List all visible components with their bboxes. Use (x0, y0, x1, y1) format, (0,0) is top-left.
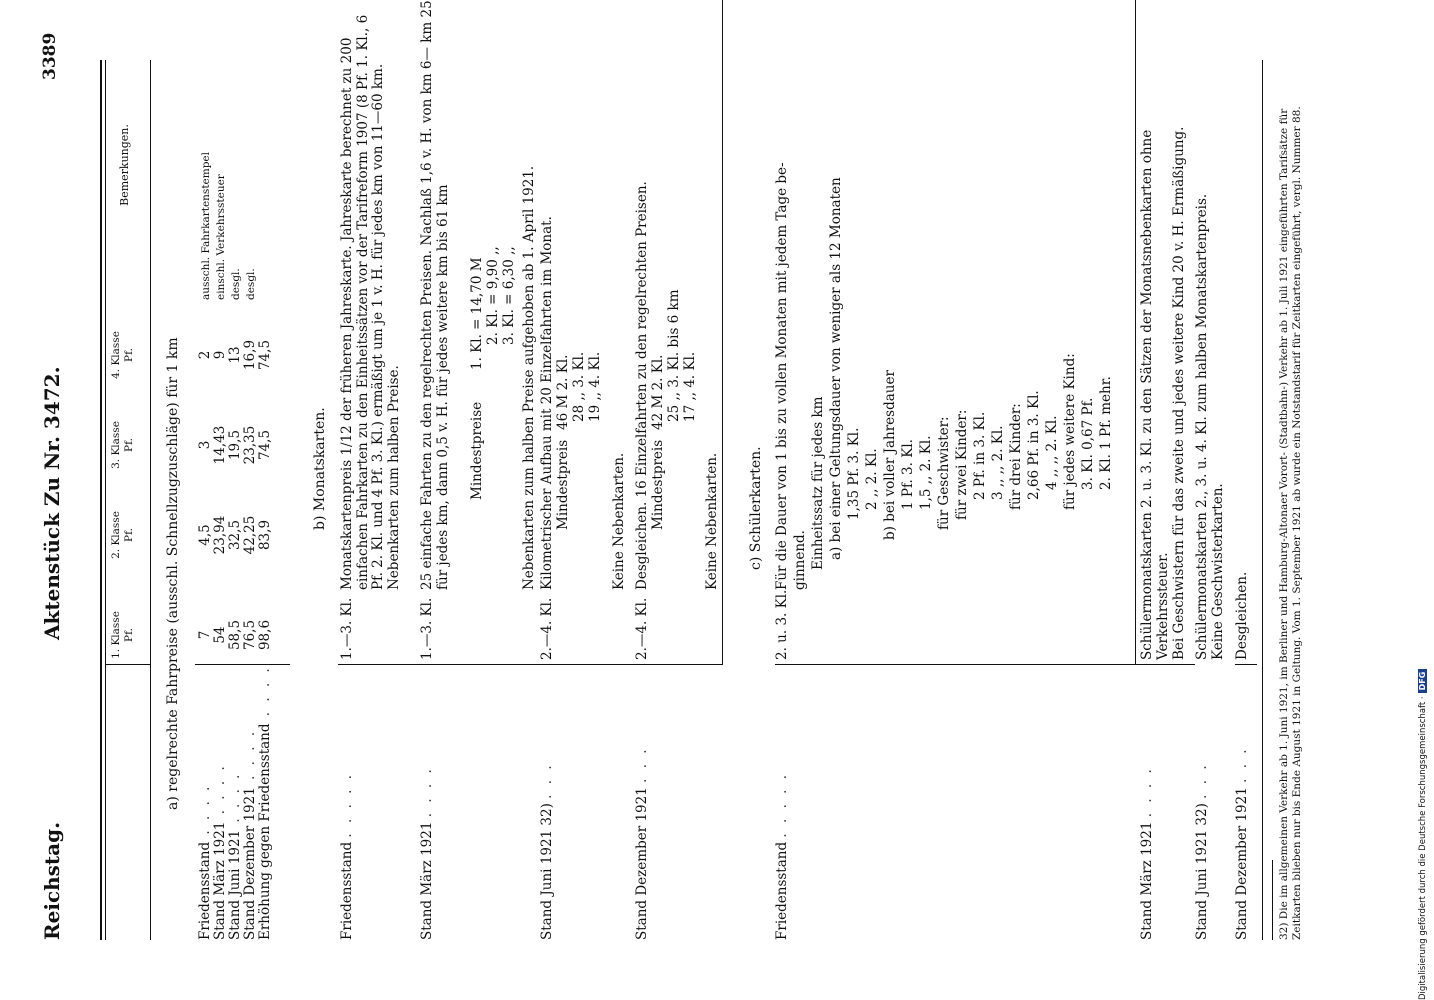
b-row4-extra: Keine Nebenkarten. (704, 452, 720, 590)
section-b-heading: b) Monatskarten. (312, 407, 328, 530)
b-row4-text: Desgleichen. 16 Einzelfahrten zu den regelrechten Preisen. (634, 181, 650, 590)
b-row4-label: Stand Dezember 1921 . . . (634, 746, 650, 940)
section-b-divider (338, 664, 723, 665)
c-row1-line: ginnend. (792, 530, 808, 590)
section-a-cell-k4: 16,9 (242, 339, 258, 371)
c-row1-line: 3 ,, ,, 2. Kl. (990, 425, 1006, 500)
c-row1-line: Für die Dauer von 1 bis zu vollen Monaten mit jedem Tage be- (774, 162, 790, 590)
section-a-row-label: Stand März 1921 . . . . (212, 763, 228, 940)
b-row2-min-label: Mindestpreise (469, 401, 485, 500)
c-row1-line: 1,35 Pf. 3. Kl. (846, 427, 862, 520)
section-a-cell-k2: 4,5 (197, 524, 213, 546)
section-a-cell-k1: 58,5 (227, 619, 243, 651)
c-row1-line: 4 ,, ,, 2. Kl. (1044, 415, 1060, 490)
b-row4-class: 2.—4. Kl. (634, 597, 650, 660)
bottom-rule (1262, 60, 1263, 940)
section-a-cell-k4: 13 (227, 346, 243, 364)
section-c-heading: c) Schülerkarten. (748, 446, 764, 570)
b-row4-min-3: 17 ,, 4. Kl. (682, 351, 698, 422)
section-a-cell-k3: 3 (197, 440, 213, 450)
section-a-cell-k4: 9 (212, 350, 228, 360)
section-a-remark: ausschl. Fahrkartenstempel (200, 152, 212, 300)
section-a-row-label: Erhöhung gegen Friedensstand . . . . (257, 665, 273, 940)
c-row1-line: 2 Pf. in 3. Kl. (972, 411, 988, 500)
col-header-k4: 4. Klasse Pf. (110, 331, 135, 379)
section-a-cell-k3: 74,5 (257, 429, 273, 461)
section-a-row-label: Stand Dezember 1921 . . . . (242, 728, 258, 940)
page-number: 3389 (40, 32, 60, 80)
section-c-divider-2 (1235, 664, 1257, 665)
col-header-k1: 1. Klasse Pf. (110, 611, 135, 659)
section-a-cell-k2: 83,9 (257, 519, 273, 551)
b-row1-text: Monatskartenpreis 1/12 der früheren Jahreskarte. Jahreskarte berechnet zu 200 einfachen Fahrkarten zu den Einheitssätzen vor der Tarifreform 1907 (8 Pf. 1. Kl., 6 Pf. 2. Kl. und 4 Pf. 3. Kl.) ermäßigt um je 1 v. H. für jedes km von 11—60 km. Nebenkarten zum halben Preise. (339, 14, 402, 590)
section-a-cell-k2: 42,25 (242, 515, 258, 555)
b-row3-min-label: Mindestpreis (555, 439, 571, 530)
b-row3-text: Kilometrischer Aufbau mit 20 Einzelfahrten im Monat. (539, 216, 555, 590)
section-a-cell-k1: 54 (212, 626, 228, 644)
c-row2-line2: Verkehrssteuer. (1155, 552, 1171, 660)
b-row2-class: 1.—3. Kl. (419, 597, 435, 660)
col-header-k2: 2. Klasse Pf. (110, 511, 135, 559)
section-a-heading: a) regelrechte Fahrpreise (ausschl. Schnellzugzuschläge) für 1 km (165, 337, 181, 810)
c-row1-line: 1 Pf. 3. Kl. (900, 439, 916, 510)
c-row2-label: Stand März 1921 . . . . (1139, 766, 1155, 940)
c-row1-line: 1,5 ,, 2. Kl. (918, 435, 934, 510)
c-row3-label: Stand Juni 1921 32) . . . (1194, 762, 1210, 940)
b-row3-min-1: 46 M 2. Kl. (555, 354, 571, 430)
b-row1-class: 1.—3. Kl. (339, 597, 355, 660)
section-a-remark: desgl. (230, 268, 242, 300)
section-a-cell-k3: 19,5 (227, 429, 243, 461)
section-a-divider (195, 664, 290, 665)
b-row2-min-2: 2. Kl. = 9,90 ,, (485, 246, 501, 345)
b-row2-text: 25 einfache Fahrten zu den regelrechten Preisen. Nachlaß 1,6 v. H. von km 6— km 25 für jedes km, dann 0,5 v. H. für jedes weitere km bis 61 km (419, 0, 451, 590)
c-row3-line1: Schülermonatskarten 2., 3. u. 4. Kl. zum halben Monatskartenpreis. (1194, 193, 1210, 660)
header-divider (106, 664, 150, 665)
col-header-k3: 3. Klasse Pf. (110, 421, 135, 469)
c-row1-line: a) bei einer Geltungsdauer von weniger als 12 Monaten (828, 177, 844, 560)
b-row3-class: 2.—4. Kl. (539, 597, 555, 660)
top-rule-1 (100, 60, 102, 940)
b-row4-min-2: 25 ,, 3. Kl. bis 6 km (666, 289, 682, 422)
side-note: Digitalisierung gefördert durch die Deutsche Forschungsgemeinschaft ·DFG (1418, 669, 1428, 1000)
b-row2-min-1: 1. Kl. = 14,70 M (469, 257, 485, 370)
c-row1-line: für drei Kinder: (1008, 403, 1024, 510)
section-a-cell-k2: 32,5 (227, 519, 243, 551)
c-row1-line: 2 ,, 2. Kl. (864, 448, 880, 510)
c-row1-line: Einheitssatz für jedes km (810, 396, 826, 570)
section-a-remark: einschl. Verkehrssteuer (215, 174, 227, 300)
b-row3-min-2: 28 ,, 3. Kl. (571, 351, 587, 422)
top-rule-2 (105, 60, 106, 940)
b-row4-min-1: 42 M 2. Kl. (650, 354, 666, 430)
dfg-logo: DFG (1418, 669, 1427, 694)
section-a-remark: desgl. (245, 268, 257, 300)
c-row4-label: Stand Dezember 1921 . . . (1234, 746, 1250, 940)
b-row2-extra: Nebenkarten zum halben Preise aufgehoben ab 1. April 1921. (521, 165, 537, 590)
c-row1-line: für zwei Kinder: (954, 409, 970, 520)
header-title: Aktenstück Zu Nr. 3472. (40, 366, 64, 640)
section-c-divider (775, 664, 1195, 665)
c-row1-line: 3. Kl. 0,67 Pf. (1080, 397, 1096, 490)
section-a-cell-k4: 74,5 (257, 339, 273, 371)
section-a-cell-k3: 23,35 (242, 425, 258, 465)
c-row1-line: 2. Kl. 1 Pf. mehr. (1098, 376, 1114, 490)
header-left: Reichstag. (40, 821, 64, 940)
section-a-row-label: Friedensstand . . . . (197, 783, 213, 940)
b-row2-label: Stand März 1921 . . . . (419, 766, 435, 940)
b-row1-label: Friedensstand . . . . . (339, 771, 355, 940)
section-b-end-rule (722, 0, 723, 665)
section-a-cell-k1: 76,5 (242, 619, 258, 651)
b-row3-label: Stand Juni 1921 32) . . . (539, 762, 555, 940)
c-row3-line2: Keine Geschwisterkarten. (1210, 483, 1226, 660)
footnote-rule (1272, 860, 1273, 940)
c-row1-line: b) bei voller Jahresdauer (882, 370, 898, 540)
b-row2-min-3: 3. Kl. = 6,30 ,, (501, 246, 517, 345)
b-row3-min-3: 19 ,, 4. Kl. (587, 351, 603, 422)
c-row2-line1: Schülermonatskarten 2. u. 3. Kl. zu den Sätzen der Monatsnebenkarten ohne (1139, 129, 1155, 660)
section-c-rule-1 (1135, 0, 1136, 665)
header-rule (150, 60, 151, 940)
footnote: 32) Die im allgemeinen Verkehr ab 1. Juni 1921, im Berliner und Hamburg-Altonaer Vorort- (Stadtbahn-) Verkehr ab 1. Juli 1921 eingeführten Tarifsätze für Zeitkarten blieben nur bis Ende August 1921 in Geltung. Vom 1. September 1921 ab wurde ein Notstandstarif für Zeitkarten eingeführt, vergl. Nummer 88. (1278, 106, 1303, 940)
c-row1-line: für Geschwister: (936, 416, 952, 530)
section-a-cell-k2: 23,94 (212, 515, 228, 555)
col-header-remarks: Bemerkungen. (118, 124, 131, 206)
c-row1-line: 2,66 Pf. in 3. Kl. (1026, 390, 1042, 500)
c-row2-line3: Bei Geschwistern für das zweite und jedes weitere Kind 20 v. H. Ermäßigung. (1171, 126, 1187, 660)
section-a-cell-k4: 2 (197, 350, 213, 360)
c-row1-line: für jedes weitere Kind: (1062, 353, 1078, 510)
section-a-row-label: Stand Juni 1921 . . . . (227, 771, 243, 940)
b-row3-extra: Keine Nebenkarten. (611, 452, 627, 590)
section-a-cell-k1: 98,6 (257, 619, 273, 651)
c-row4-line1: Desgleichen. (1234, 571, 1250, 660)
section-a-cell-k3: 14,43 (212, 425, 228, 465)
b-row4-min-label: Mindestpreis (650, 439, 666, 530)
c-row1-class: 2. u. 3. Kl. (774, 589, 790, 660)
section-a-cell-k1: 7 (197, 630, 213, 640)
c-row1-label: Friedensstand . . . . . (774, 771, 790, 940)
